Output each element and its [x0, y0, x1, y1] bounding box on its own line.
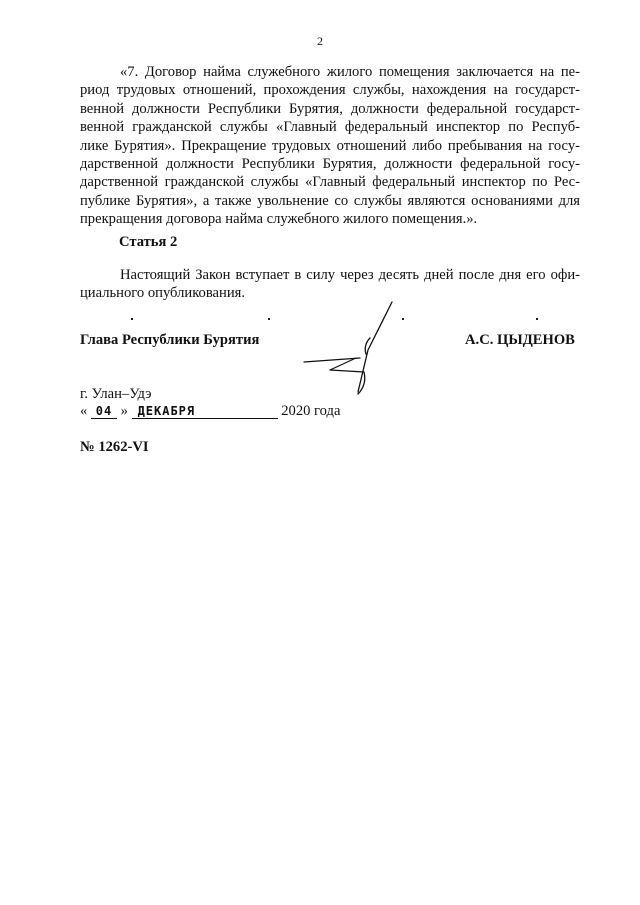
date-close-quote: » [120, 403, 128, 419]
text-line: лике Бурятия». Прекращение трудовых отношений либо пребывания на госу- [80, 137, 580, 154]
date-open-quote: « [80, 403, 88, 419]
text-line: публике Бурятия», а также увольнение со службы являются основаниями для [80, 192, 580, 209]
text-line: дарственной должности Республики Бурятия, должности федеральной госу- [80, 156, 580, 173]
text-line: «7. Договор найма служебного жилого помещения заключается на пе- [120, 64, 580, 80]
article-heading: Статья 2 [119, 234, 178, 250]
law-number: № 1262-VI [80, 439, 149, 455]
text-line: прекращения договора найма служебного жилого помещения.». [80, 211, 478, 228]
text-line: дарственной гражданской службы «Главный федеральный инспектор по Рес- [80, 174, 580, 191]
date-day: 04 [91, 404, 117, 419]
paragraph-clause-7 [80, 63, 580, 229]
scan-speck [131, 318, 133, 320]
text-line: циального опубликования. [80, 285, 246, 302]
text-line: венной должности Республики Бурятия, должности федеральной государст- [80, 100, 580, 117]
text-line: венной гражданской службы «Главный федеральный инспектор по Респуб- [80, 119, 580, 136]
signatory-title: Глава Республики Бурятия [80, 332, 260, 348]
place-of-signing: г. Улан–Удэ [80, 386, 152, 402]
scan-speck [268, 318, 270, 320]
page-number: 2 [317, 34, 323, 48]
date-year: 2020 года [281, 403, 341, 419]
signing-date [80, 403, 340, 420]
text-line: риод трудовых отношений, прохождения службы, нахождения на государст- [80, 82, 580, 99]
text-line: Настоящий Закон вступает в силу через десять дней после дня его офи- [120, 267, 580, 283]
scan-speck [536, 318, 538, 320]
signatory-name: А.С. ЦЫДЕНОВ [465, 332, 575, 348]
handwritten-signature [300, 298, 410, 403]
date-month: ДЕКАБРЯ [132, 404, 278, 419]
